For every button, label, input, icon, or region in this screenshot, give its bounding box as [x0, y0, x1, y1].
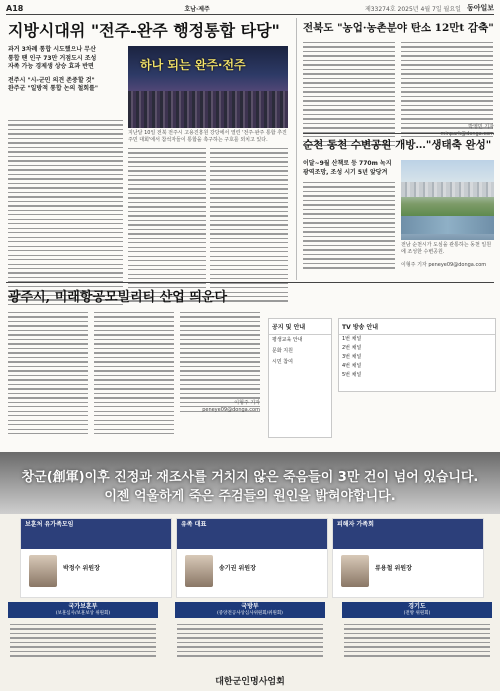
profile-title: 피해자 가족회	[333, 519, 483, 549]
article3-subhead	[303, 160, 413, 177]
article1-body-col3	[210, 148, 288, 302]
ad-profile-card	[20, 518, 172, 598]
section-rule	[303, 133, 494, 134]
tv-guide-row: 1번 채널	[342, 336, 362, 342]
advertisement	[0, 452, 500, 691]
dept-name: 국방부	[241, 603, 259, 610]
subhead-line: 자족 가능 경제생 상승 효과 반면	[8, 63, 94, 70]
ad-headline-1: 창군(創軍)이후 진정과 재조사를 거치지 않은 죽음들이 3만 건이 넘어 있습니다.	[21, 470, 479, 485]
subhead-line: 전주시 "시-군민 의견 존중할 것"	[8, 76, 95, 84]
profile-title: 유족 대표	[177, 519, 327, 549]
ad-dept-text	[177, 624, 323, 657]
ad-dept-text	[10, 624, 156, 657]
tv-guide-box	[338, 318, 496, 392]
article1-subhead	[8, 46, 123, 94]
subhead-line: 완주군 "일방적 통합 논의 철회를"	[8, 85, 98, 92]
ad-dept-label	[175, 602, 325, 618]
river-park-photo	[401, 160, 494, 240]
article1-body-col1	[8, 120, 123, 305]
profile-name: 박정수 위원장	[63, 565, 100, 572]
issue-date: 제33274호 2025년 4월 7일 월요일	[364, 5, 461, 13]
article4-headline: 광주시, 미래항공모빌리티 산업 띄운다	[8, 290, 228, 305]
photo-banner: 하나 되는 완주·전주	[140, 58, 246, 72]
column-divider	[296, 18, 297, 280]
notice-row: 문화 지원	[272, 348, 293, 354]
article4-body-col1	[8, 312, 88, 434]
article3-headline: 순천 동천 수변공원 개방…"생태축 완성"	[303, 139, 492, 151]
ad-dept-text	[344, 624, 490, 657]
subhead-line: 과거 3차례 통합 시도했으나 무산	[8, 46, 96, 53]
section-title: 호남·제주	[184, 5, 210, 13]
ad-sponsor: 대한군인명사엄회	[215, 677, 285, 687]
page-number: A18	[6, 3, 24, 13]
subhead-line: 광역조망, 조성 시기 5년 앞당겨	[303, 168, 388, 176]
article1-body-col2	[128, 148, 206, 302]
tv-guide-title: TV 방송 안내	[339, 319, 495, 335]
subhead-line: 이달~9월 산책로 등 770m 녹지	[303, 160, 392, 167]
article3-body-col1	[303, 182, 395, 269]
ad-profile-card	[332, 518, 484, 598]
notice-row: 시민 참여	[272, 359, 293, 365]
tv-guide-row: 2번 채널	[342, 345, 362, 351]
dept-sub: (전방 위원회)	[403, 611, 431, 616]
article2-body-col1	[303, 42, 395, 146]
dept-sub: (중앙전공사상심사위원회/위원회)	[217, 611, 283, 616]
subhead-line: 통합 땐 인구 73만 거점도시 조성	[8, 54, 97, 62]
tv-guide-row: 5번 채널	[342, 372, 362, 378]
ad-dept-label	[8, 602, 158, 618]
ad-banner	[0, 452, 500, 514]
portrait-photo	[29, 555, 57, 587]
ad-dept-label	[342, 602, 492, 618]
dept-sub: (보훈심사/보훈보상 위원회)	[55, 611, 111, 616]
profile-name: 류용철 위원장	[375, 565, 412, 572]
article3-caption: 전남 순천시가 도심을 관통하는 동천 일원에 조성한 수변공원.	[401, 242, 492, 255]
dept-name: 경기도	[408, 603, 426, 610]
profile-name: 송기권 위원장	[219, 565, 256, 572]
article4-body-col2	[94, 312, 174, 434]
portrait-photo	[185, 555, 213, 587]
paper-name: 동아일보	[466, 4, 494, 12]
notice-box	[268, 318, 332, 438]
profile-title: 보훈처 유가족모임	[21, 519, 171, 549]
ad-headline-2: 이젠 억울하게 죽은 주검들의 원인을 밝혀야합니다.	[104, 489, 396, 504]
notice-title: 공지 및 안내	[269, 319, 331, 335]
portrait-photo	[341, 555, 369, 587]
article2-headline: 전북도 "농업·농촌분야 탄소 12만t 감축"	[303, 22, 494, 34]
article4-byline: 이형주 기자 peneye09@donga.com	[202, 400, 260, 413]
tv-guide-row: 3번 채널	[342, 354, 362, 360]
article3-byline: 이형주 기자 peneye09@donga.com	[401, 262, 487, 268]
photo-caption: 지난달 10일 전북 전주시 고용진흥원 강당에서 열린 '전주·완주 통합 추진 주민 대회'에서 참석자들이 통합을 촉구하는 구호를 외치고 있다.	[128, 130, 287, 143]
dept-name: 국가보훈부	[68, 603, 98, 610]
tv-guide-row: 4번 채널	[342, 363, 362, 369]
notice-row: 평생교육 안내	[272, 337, 303, 343]
article4-body-col3	[180, 312, 260, 412]
article1-headline: 지방시대위 "전주-완주 행정통합 타당"	[8, 21, 280, 40]
page-header	[6, 2, 494, 15]
article2-byline: 박영민 기자	[468, 124, 494, 130]
section-rule	[6, 282, 494, 283]
ad-profile-card	[176, 518, 328, 598]
rally-photo	[128, 46, 288, 128]
